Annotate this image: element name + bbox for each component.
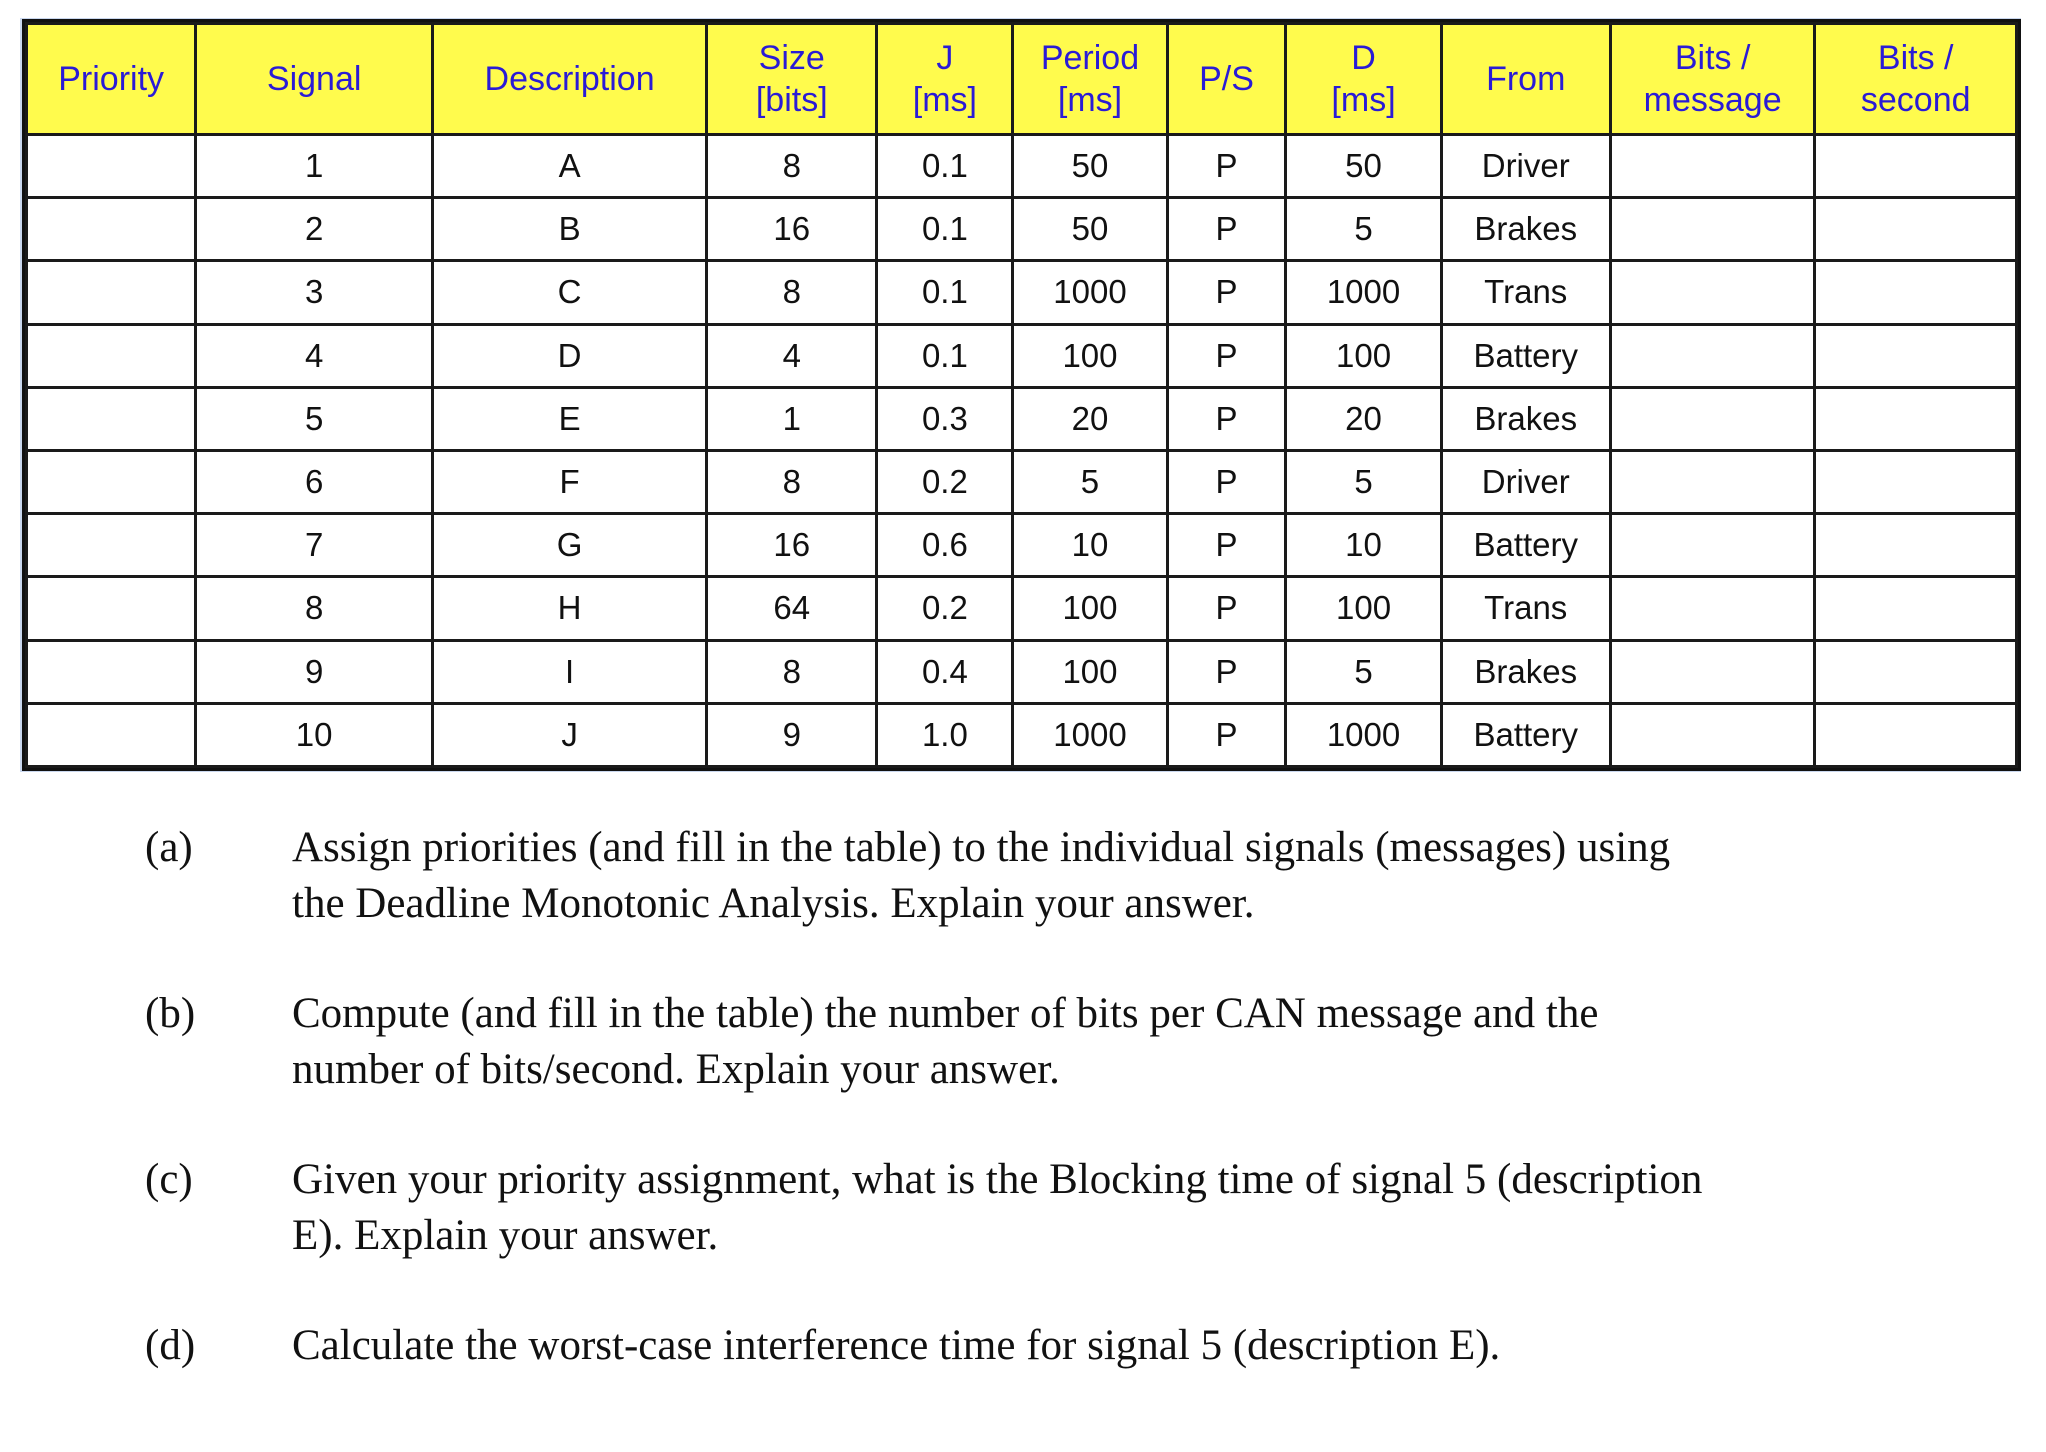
table-cell: B [433,198,707,261]
question-text [292,820,1972,932]
table-cell: 5 [1286,198,1441,261]
table-cell [1610,261,1815,324]
table-cell: 1 [196,135,433,198]
table-cell: 50 [1013,135,1167,198]
table-cell [1610,703,1815,766]
column-header [1441,24,1610,135]
question-text [292,1152,1972,1264]
table-cell: 0.4 [877,640,1013,703]
table-cell: 100 [1013,324,1167,387]
table-cell [1815,514,2017,577]
table-cell [27,135,196,198]
column-header-label: From [1486,60,1566,98]
table-cell [1610,387,1815,450]
table-cell: C [433,261,707,324]
table-cell [27,577,196,640]
question-line: Calculate the worst-case interference time for signal 5 (description E). [292,1322,1501,1369]
table-cell: 8 [707,640,877,703]
table-cell: A [433,135,707,198]
table-cell: 9 [196,640,433,703]
table-cell: 5 [1286,450,1441,513]
table-cell: 2 [196,198,433,261]
table-cell: 1 [707,387,877,450]
table-cell [27,198,196,261]
table-cell: 1000 [1286,703,1441,766]
question-label: (b) [145,990,196,1037]
column-header [433,24,707,135]
table-cell: 10 [1286,514,1441,577]
table-cell: 4 [707,324,877,387]
table-cell: P [1167,324,1286,387]
table-cell: P [1167,135,1286,198]
table-cell: 5 [1013,450,1167,513]
column-header-label: Bits / [1674,39,1751,77]
table-row [27,135,2017,198]
question-text [292,1318,1972,1374]
table-cell [1815,198,2017,261]
question-label: (a) [145,824,193,871]
table-cell [1815,135,2017,198]
table-cell: 20 [1286,387,1441,450]
table-cell [27,387,196,450]
table-row [27,577,2017,640]
column-header [196,24,433,135]
column-header [27,24,196,135]
table-cell [27,514,196,577]
table-cell [1815,324,2017,387]
table-cell: P [1167,198,1286,261]
table-cell: I [433,640,707,703]
table-cell [1610,450,1815,513]
table-cell: P [1167,577,1286,640]
column-header-label: Period [1040,39,1140,77]
table-cell [27,450,196,513]
column-header [1286,24,1441,135]
table-cell: E [433,387,707,450]
table-cell [1815,387,2017,450]
table-cell [27,261,196,324]
column-header-label: Bits / [1877,39,1954,77]
column-header-label: J [936,39,954,77]
table-cell [1815,703,2017,766]
table-cell: 10 [196,703,433,766]
table-cell: 1000 [1013,261,1167,324]
table-cell: P [1167,261,1286,324]
table-cell: 1000 [1013,703,1167,766]
column-header-unit: [bits] [755,81,828,119]
table-row [27,261,2017,324]
table-cell [1815,577,2017,640]
table-cell: 0.6 [877,514,1013,577]
column-header-label: Description [484,60,655,98]
table-cell: 100 [1013,577,1167,640]
table-cell: D [433,324,707,387]
table-cell: Battery [1441,514,1610,577]
table-body [27,135,2017,767]
table-cell: 8 [707,450,877,513]
table-cell: 3 [196,261,433,324]
table-cell: 20 [1013,387,1167,450]
table-row [27,387,2017,450]
table-cell [1815,261,2017,324]
column-header-unit: second [1860,81,1971,119]
table-cell: 9 [707,703,877,766]
column-header-unit: [ms] [1057,81,1123,119]
table-cell: G [433,514,707,577]
table-cell [27,640,196,703]
table-cell: 100 [1013,640,1167,703]
table-cell [1815,640,2017,703]
table-cell: 10 [1013,514,1167,577]
question-line: E). Explain your answer. [292,1212,719,1259]
table-cell [27,324,196,387]
table-cell: P [1167,387,1286,450]
table-cell: 100 [1286,577,1441,640]
signal-table-frame [20,18,2021,772]
table-cell: 100 [1286,324,1441,387]
question-label: (d) [145,1322,196,1369]
table-cell: 0.1 [877,198,1013,261]
table-cell: Brakes [1441,387,1610,450]
table-row [27,450,2017,513]
table-row [27,703,2017,766]
table-cell: 16 [707,198,877,261]
column-header-label: Priority [58,60,165,98]
table-cell: 50 [1286,135,1441,198]
table-row [27,324,2017,387]
table-cell: 50 [1013,198,1167,261]
column-header [1610,24,1815,135]
column-header-unit: message [1643,81,1782,119]
table-row [27,514,2017,577]
column-header-unit: [ms] [912,81,977,119]
table-cell: Trans [1441,261,1610,324]
table-cell: Driver [1441,135,1610,198]
table-cell: 0.2 [877,450,1013,513]
table-cell: 0.3 [877,387,1013,450]
column-header-label: D [1351,39,1376,77]
table-cell: 6 [196,450,433,513]
table-cell: 7 [196,514,433,577]
table-cell: 0.1 [877,324,1013,387]
table-cell: H [433,577,707,640]
column-header [1167,24,1286,135]
column-header-unit: [ms] [1331,81,1396,119]
question-line: the Deadline Monotonic Analysis. Explain your answer. [292,880,1255,927]
signal-table [25,22,2018,768]
column-header [1815,24,2017,135]
table-cell: 4 [196,324,433,387]
table-cell: 16 [707,514,877,577]
table-cell: Battery [1441,324,1610,387]
column-header-label: Signal [266,60,362,98]
table-cell: 1000 [1286,261,1441,324]
table-cell: F [433,450,707,513]
question-text [292,986,1972,1098]
column-header-label: P/S [1199,60,1254,98]
table-cell [27,703,196,766]
table-cell: 8 [196,577,433,640]
table-cell: Brakes [1441,198,1610,261]
table-cell: 8 [707,135,877,198]
table-cell [1610,640,1815,703]
table-row [27,640,2017,703]
table-cell: Driver [1441,450,1610,513]
table-cell: Battery [1441,703,1610,766]
table-cell [1610,198,1815,261]
question-line: Assign priorities (and fill in the table) to the individual signals (messages) using [292,824,1671,871]
table-cell: P [1167,450,1286,513]
table-cell: 5 [196,387,433,450]
table-cell: Trans [1441,577,1610,640]
question-label: (c) [145,1156,193,1203]
table-row [27,198,2017,261]
table-cell: 0.1 [877,135,1013,198]
table-cell [1610,577,1815,640]
column-header-label: Size [758,39,825,77]
table-cell: Brakes [1441,640,1610,703]
table-cell: 5 [1286,640,1441,703]
table-cell: P [1167,514,1286,577]
column-header [707,24,877,135]
table-cell [1815,450,2017,513]
table-header-row [27,24,2017,135]
table-cell [1610,324,1815,387]
table-cell: J [433,703,707,766]
table-cell: 0.1 [877,261,1013,324]
table-cell [1610,514,1815,577]
table-cell: 0.2 [877,577,1013,640]
table-cell: P [1167,640,1286,703]
question-line: number of bits/second. Explain your answer. [292,1046,1060,1093]
column-header [1013,24,1167,135]
table-cell: P [1167,703,1286,766]
column-header [877,24,1013,135]
table-cell [1610,135,1815,198]
table-cell: 1.0 [877,703,1013,766]
question-line: Compute (and fill in the table) the number of bits per CAN message and the [292,990,1599,1037]
table-cell: 8 [707,261,877,324]
table-cell: 64 [707,577,877,640]
question-line: Given your priority assignment, what is the Blocking time of signal 5 (description [292,1156,1703,1203]
